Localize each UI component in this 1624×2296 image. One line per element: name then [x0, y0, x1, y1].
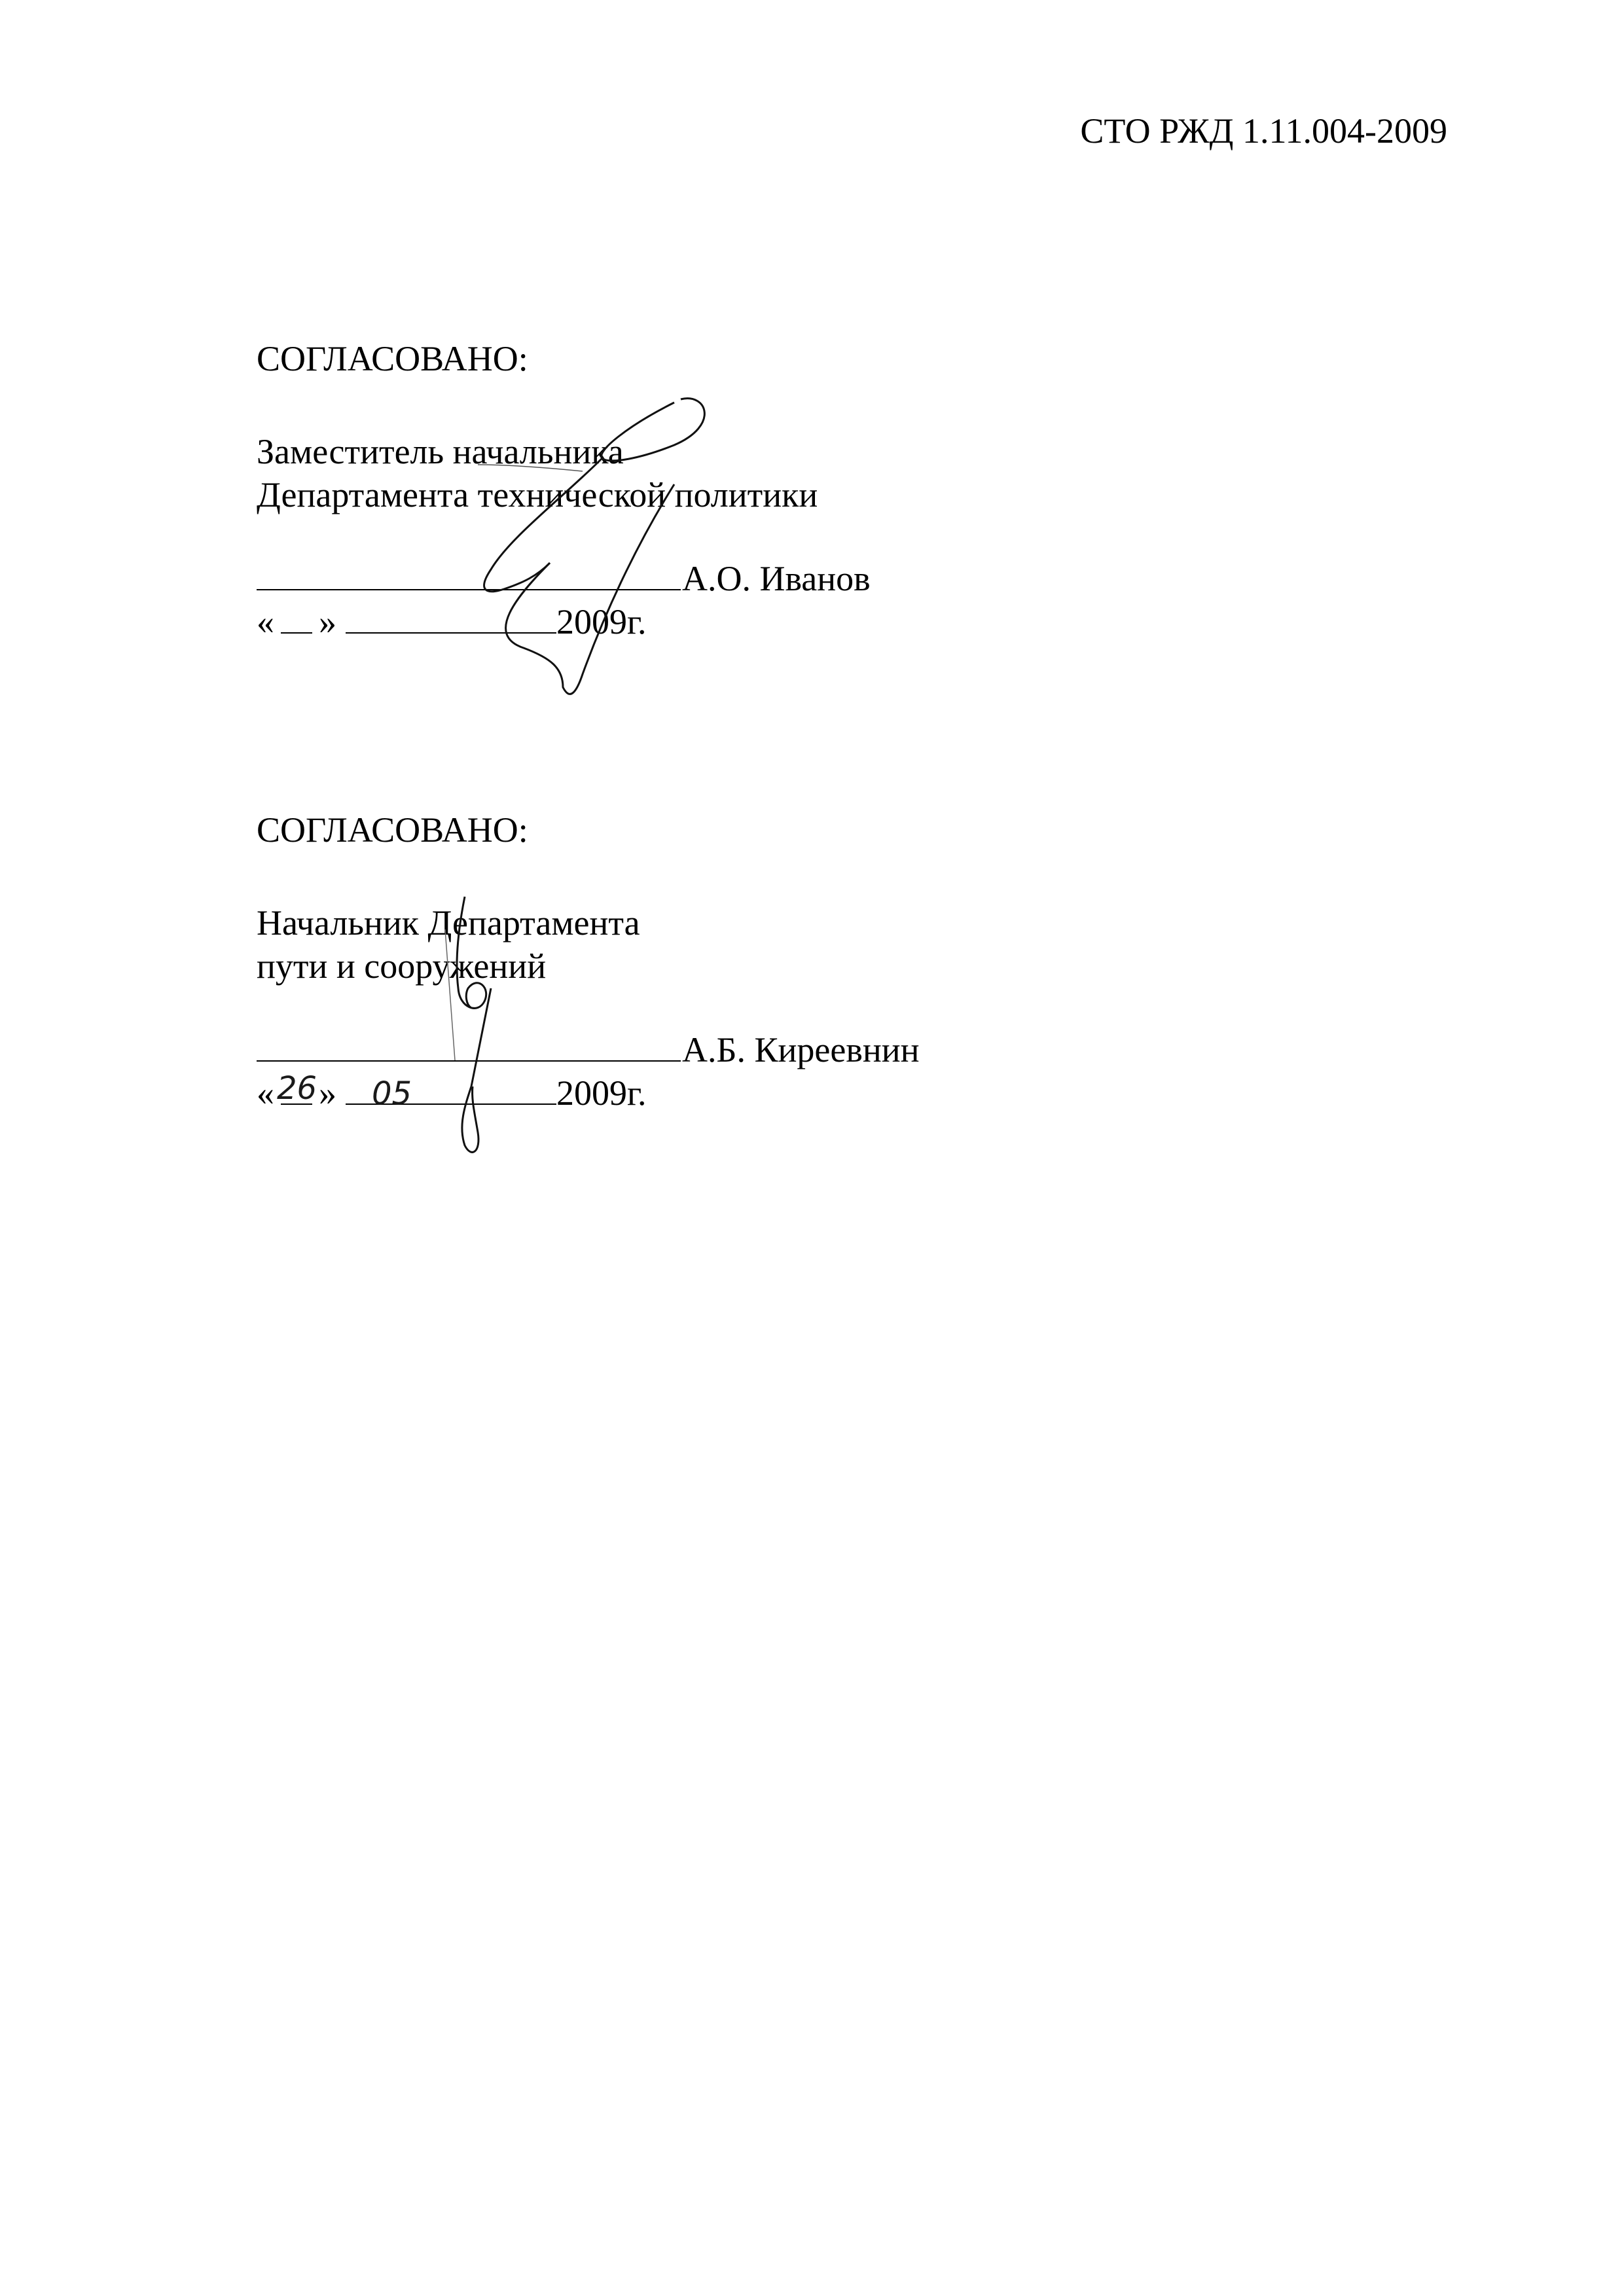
handwritten-day: 26 [277, 1070, 317, 1107]
signer-position-line-2: пути и сооружений [257, 946, 547, 986]
date-day-blank [281, 602, 312, 634]
signature-line [257, 557, 1042, 600]
date-day-blank [277, 1070, 317, 1107]
handwritten-month: 05 [372, 1075, 412, 1112]
date-month-blank [346, 632, 556, 634]
date-close-quote: » [319, 602, 336, 641]
date-open-quote: « [257, 1073, 274, 1113]
document-code: СТО РЖД 1.11.004-2009 [1080, 111, 1447, 151]
date-open-quote: « [257, 602, 274, 641]
approval-date [257, 600, 1042, 643]
approval-block-2 [257, 808, 1042, 1115]
signer-position-line-1: Начальник Департамента [257, 903, 640, 942]
signer-position-line-1: Заместитель начальника [257, 432, 624, 471]
date-year: 2009г. [556, 1073, 647, 1113]
signature-blank [257, 589, 681, 590]
date-close-quote: » [319, 1073, 336, 1113]
signature-line [257, 1028, 1042, 1071]
approval-heading: СОГЛАСОВАНО: [257, 339, 528, 378]
approval-block-1 [257, 337, 1042, 643]
approval-date [257, 1071, 1042, 1115]
signer-name: А.О. Иванов [682, 559, 871, 598]
signer-position-line-2: Департамента технической политики [257, 475, 818, 514]
signature-blank [257, 1060, 681, 1062]
signer-position [257, 901, 1042, 988]
date-month-blank [346, 1075, 556, 1112]
signer-name: А.Б. Киреевнин [682, 1030, 920, 1069]
date-year: 2009г. [556, 602, 647, 641]
approval-heading: СОГЛАСОВАНО: [257, 810, 528, 850]
signer-position [257, 430, 1042, 516]
